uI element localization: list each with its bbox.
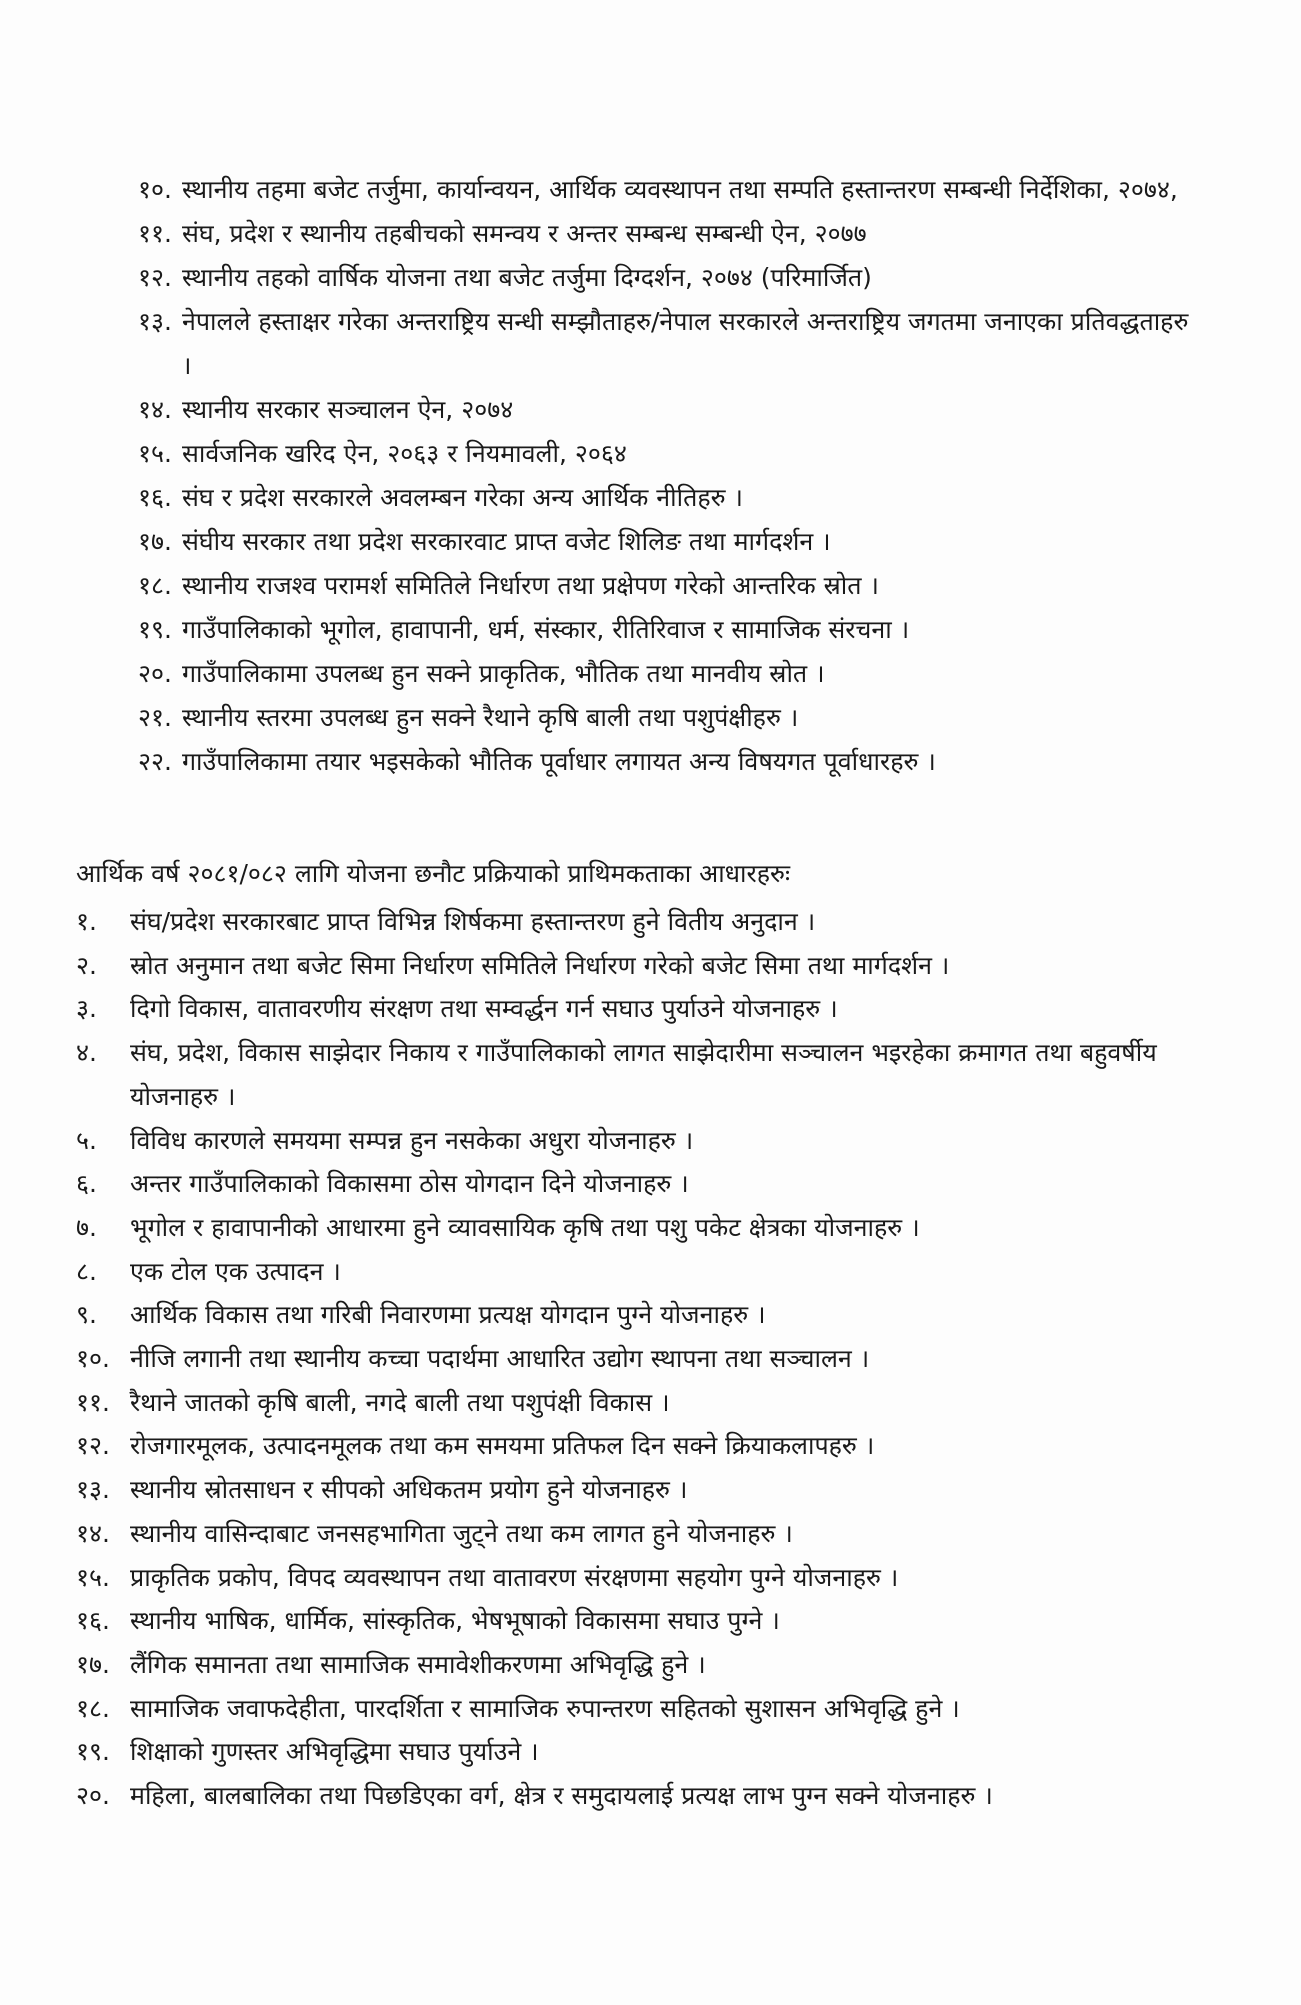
item-number: १०. (76, 1344, 110, 1374)
item-text: स्थानीय स्तरमा उपलब्ध हुन सक्ने रैथाने कृषि बाली तथा पशुपंक्षीहरु । (181, 703, 799, 732)
list-item (138, 652, 1198, 696)
list-item (138, 212, 1198, 256)
item-text: गाउँपालिकामा तयार भइसकेको भौतिक पूर्वाधार लगायत अन्य विषयगत पूर्वाधारहरु । (181, 747, 936, 776)
item-text: स्थानीय राजश्व परामर्श समितिले निर्धारण तथा प्रक्षेपण गरेको आन्तरिक स्रोत । (181, 571, 879, 600)
list-item (76, 1119, 1226, 1163)
item-text: स्थानीय वासिन्दाबाट जनसहभागिता जुट्ने तथा कम लागत हुने योजनाहरु । (130, 1518, 793, 1548)
list-item (76, 1162, 1226, 1206)
list-item (76, 1468, 1226, 1512)
list-item (76, 1512, 1226, 1556)
item-number: २. (76, 950, 97, 980)
priority-section (76, 852, 1226, 1818)
item-text: सामाजिक जवाफदेहीता, पारदर्शिता र सामाजिक रुपान्तरण सहितको सुशासन अभिवृद्धि हुने । (130, 1693, 960, 1723)
item-text: अन्तर गाउँपालिकाको विकासमा ठोस योगदान दिने योजनाहरु । (130, 1169, 689, 1199)
item-text: स्थानीय सरकार सञ्चालन ऐन, २०७४ (181, 395, 514, 424)
item-text: लैंगिक समानता तथा सामाजिक समावेशीकरणमा अभिवृद्धि हुने । (130, 1649, 706, 1679)
item-text: सार्वजनिक खरिद ऐन, २०६३ र नियमावली, २०६४ (181, 439, 627, 468)
item-number: ६. (76, 1169, 97, 1199)
item-number: १६. (138, 483, 172, 512)
list-item (76, 1730, 1226, 1774)
item-number: २०. (138, 659, 172, 688)
item-text: आर्थिक विकास तथा गरिबी निवारणमा प्रत्यक्ष योगदान पुग्ने योजनाहरु । (130, 1300, 766, 1330)
item-text: नेपालले हस्ताक्षर गरेका अन्तराष्ट्रिय सन्धी सम्झौताहरु/नेपाल सरकारले अन्तराष्ट्रिय जगतमा जनाएका प्रतिवद्धताहरु । (181, 307, 1189, 380)
list-item (138, 476, 1198, 520)
list-item (138, 256, 1198, 300)
item-number: १५. (76, 1562, 110, 1592)
item-number: १९. (76, 1737, 110, 1767)
item-number: ७. (76, 1212, 97, 1242)
list-item (76, 944, 1226, 988)
item-number: ११. (138, 219, 172, 248)
item-number: १४. (76, 1518, 110, 1548)
item-number: ५. (76, 1125, 97, 1155)
item-number: १५. (138, 439, 172, 468)
item-number: १९. (138, 615, 172, 644)
list-item (76, 987, 1226, 1031)
item-number: १६. (76, 1606, 110, 1636)
item-text: एक टोल एक उत्पादन । (130, 1256, 341, 1286)
item-number: १४. (138, 395, 172, 424)
item-text: संघीय सरकार तथा प्रदेश सरकारवाट प्राप्त वजेट शिलिङ तथा मार्गदर्शन । (181, 527, 831, 556)
item-number: १८. (138, 571, 172, 600)
item-text: गाउँपालिकामा उपलब्ध हुन सक्ने प्राकृतिक, भौतिक तथा मानवीय स्रोत । (181, 659, 825, 688)
item-number: ४. (76, 1038, 97, 1068)
item-text: गाउँपालिकाको भूगोल, हावापानी, धर्म, संस्कार, रीतिरिवाज र सामाजिक संरचना । (181, 615, 910, 644)
list-item (76, 1774, 1226, 1818)
list-item (76, 1599, 1226, 1643)
list-item (76, 1687, 1226, 1731)
item-text: संघ, प्रदेश र स्थानीय तहबीचको समन्वय र अन्तर सम्बन्ध सम्बन्धी ऐन, २०७७ (181, 219, 867, 248)
item-text: संघ, प्रदेश, विकास साझेदार निकाय र गाउँपालिकाको लागत साझेदारीमा सञ्चालन भइरहेका क्रमागत तथा बहुवर्षीय योजनाहरु । (130, 1038, 1157, 1111)
list-item (76, 1556, 1226, 1600)
item-text: स्थानीय भाषिक, धार्मिक, सांस्कृतिक, भेषभूषाको विकासमा सघाउ पुग्ने । (130, 1606, 780, 1636)
item-text: स्थानीय तहमा बजेट तर्जुमा, कार्यान्वयन, आर्थिक व्यवस्थापन तथा सम्पति हस्तान्तरण सम्बन्धी निर्देशिका, २०७४, (181, 175, 1178, 204)
list-item (138, 740, 1198, 784)
list-item (76, 1293, 1226, 1337)
item-number: १३. (138, 307, 172, 336)
list-item (76, 1031, 1226, 1118)
item-number: २०. (76, 1781, 110, 1811)
item-number: ३. (76, 994, 97, 1024)
item-number: १७. (138, 527, 172, 556)
item-text: स्रोत अनुमान तथा बजेट सिमा निर्धारण समितिले निर्धारण गरेको बजेट सिमा तथा मार्गदर्शन । (130, 950, 950, 980)
priority-list (76, 900, 1226, 1818)
list-item (138, 520, 1198, 564)
list-item (76, 1643, 1226, 1687)
list-item (76, 1381, 1226, 1425)
item-number: २२. (138, 747, 172, 776)
item-number: १. (76, 907, 97, 936)
item-number: १०. (138, 175, 172, 204)
item-number: २१. (138, 703, 172, 732)
item-text: महिला, बालबालिका तथा पिछडिएका वर्ग, क्षेत्र र समुदायलाई प्रत्यक्ष लाभ पुग्न सक्ने योजनाहरु । (130, 1781, 993, 1811)
list-item (138, 696, 1198, 740)
item-number: १३. (76, 1475, 110, 1505)
section-heading: आर्थिक वर्ष २०८१/०८२ लागि योजना छनौट प्रक्रियाको प्राथिमकताका आधारहरुः (76, 859, 791, 888)
list-item (76, 900, 1226, 944)
list-item (76, 1337, 1226, 1381)
item-number: ८. (76, 1256, 97, 1286)
list-item (138, 388, 1198, 432)
item-text: विविध कारणले समयमा सम्पन्न हुन नसकेका अधुरा योजनाहरु । (130, 1125, 694, 1155)
item-number: ११. (76, 1387, 110, 1417)
item-text: संघ/प्रदेश सरकारबाट प्राप्त विभिन्न शिर्षकमा हस्तान्तरण हुने वितीय अनुदान । (130, 907, 816, 936)
item-number: १२. (76, 1431, 110, 1461)
list-item (76, 1206, 1226, 1250)
item-number: १७. (76, 1649, 110, 1679)
list-item (138, 564, 1198, 608)
item-text: रोजगारमूलक, उत्पादनमूलक तथा कम समयमा प्रतिफल दिन सक्ने क्रियाकलापहरु । (130, 1431, 875, 1461)
item-text: शिक्षाको गुणस्तर अभिवृद्धिमा सघाउ पुर्याउने । (130, 1737, 539, 1767)
list-item (138, 168, 1198, 212)
item-text: दिगो विकास, वातावरणीय संरक्षण तथा सम्वर्द्धन गर्न सघाउ पुर्याउने योजनाहरु । (130, 994, 838, 1024)
item-text: स्थानीय तहको वार्षिक योजना तथा बजेट तर्जुमा दिग्दर्शन, २०७४ (परिमार्जित) (181, 263, 872, 292)
list-item (138, 432, 1198, 476)
item-text: स्थानीय स्रोतसाधन र सीपको अधिकतम प्रयोग हुने योजनाहरु । (130, 1475, 688, 1505)
item-text: रैथाने जातको कृषि बाली, नगदे बाली तथा पशुपंक्षी विकास । (130, 1387, 670, 1417)
item-text: नीजि लगानी तथा स्थानीय कच्चा पदार्थमा आधारित उद्योग स्थापना तथा सञ्चालन । (130, 1344, 870, 1374)
item-text: भूगोल र हावापानीको आधारमा हुने व्यावसायिक कृषि तथा पशु पकेट क्षेत्रका योजनाहरु । (130, 1212, 920, 1242)
list-item (138, 300, 1198, 388)
item-number: ९. (76, 1300, 97, 1330)
list-item (76, 1424, 1226, 1468)
reference-list (138, 168, 1198, 784)
list-item (138, 608, 1198, 652)
list-item (76, 1250, 1226, 1294)
item-number: १८. (76, 1693, 110, 1723)
item-text: प्राकृतिक प्रकोप, विपद व्यवस्थापन तथा वातावरण संरक्षणमा सहयोग पुग्ने योजनाहरु । (130, 1562, 899, 1592)
item-text: संघ र प्रदेश सरकारले अवलम्बन गरेका अन्य आर्थिक नीतिहरु । (181, 483, 744, 512)
item-number: १२. (138, 263, 172, 292)
